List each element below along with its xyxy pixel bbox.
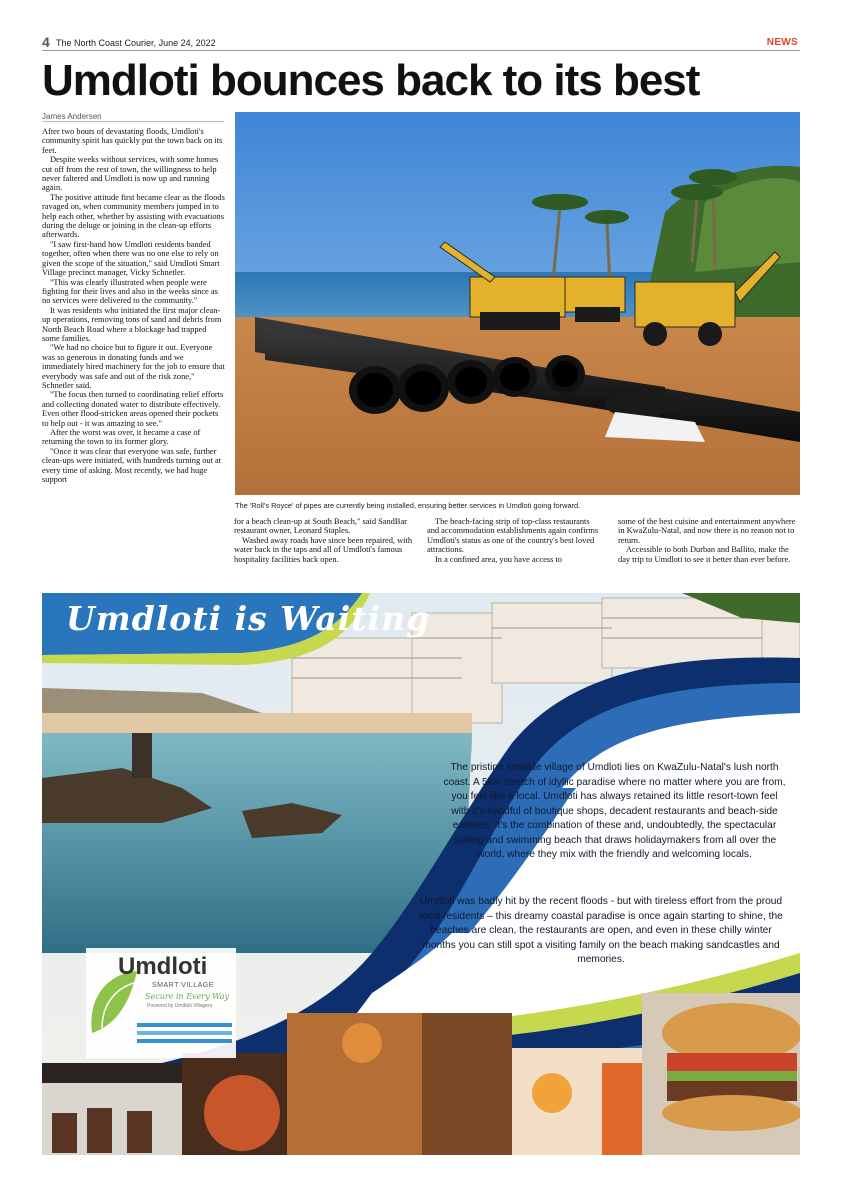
article-column-1 [42, 127, 226, 484]
paragraph: It was residents who initiated the first major clean-up operations, removing tons of sand and debris from North Beach Road where a blockage had trapped some families. [42, 305, 222, 343]
paragraph: Despite weeks without services, with some homes cut off from the rest of town, the willingness to help never faltered and Umdloti is now up and running again. [42, 155, 219, 193]
advert-background [42, 593, 800, 1155]
paragraph: Washed away roads have since been repaired, with water back in the taps and all of Umdloti's famous hospitality facilities back open. [234, 535, 413, 564]
advert-body-2: Umdloti was badly hit by the recent floods - but with tireless effort from the proud local residents – this dreamy coastal paradise is once again starting to shine, the beaches are clean, the restaurants are open, and even in these chilly winter months you can still spot a visiting family on the beach making sandcastles and memories. [419, 896, 783, 965]
publication-date: June 24, 2022 [158, 38, 216, 48]
construction-photo-art [235, 112, 800, 495]
paragraph: some of the best cuisine and entertainment anywhere in KwaZulu-Natal, and now there is no reason not to return. [618, 517, 796, 545]
publication-info [56, 38, 216, 48]
paragraph: The positive attitude first became clear as the floods ravaged on, when community members jumped in to help each other, whether by assisting with evacuations during the deluge or joining in the clean-up efforts afterwards. [42, 192, 225, 240]
paragraph: Accessible to both Durban and Ballito, make the day trip to Umdloti to see it better than ever before. [618, 545, 791, 564]
logo-subtitle: SMART VILLAGE [152, 982, 214, 989]
headline: Umdloti bounces back to its best [42, 56, 700, 105]
photo-caption: The 'Roll's Royce' of pipes are currently being installed, ensuring better services in Umdloti going forward. [235, 501, 581, 510]
paragraph: After the worst was over, it became a case of returning the town to its former glory. [42, 428, 201, 447]
paragraph: "The focus then turned to coordinating relief efforts and collecting donated water to distribute effectively. Even other flood-stricken areas opened their pockets to help out - it was amazing to see." [42, 390, 224, 428]
paragraph: for a beach clean-up at South Beach," said SandBar restaurant owner, Leonard Staples. [234, 517, 407, 536]
umdloti-advert [42, 593, 800, 1155]
byline: James Andersen [42, 112, 102, 121]
logo-tagline: Secure in Every Way [145, 992, 229, 1001]
paragraph: The beach-facing strip of top-class restaurants and accommodation establishments again confirms Umdloti's status as one of the country's best loved attractions. [427, 517, 599, 555]
header-rule [42, 50, 800, 51]
section-label: NEWS [766, 37, 798, 48]
byline-rule [42, 121, 224, 122]
paragraph: "I saw first-hand how Umdloti residents banded together, often when there was no one else to rely on given the scope of the situation," said Umdloti Smart Village precinct manager, Vicky Schnetler. [42, 239, 220, 278]
construction-photo [235, 112, 800, 495]
logo-small-print: Powered by Umdloti Villagers [147, 1003, 213, 1009]
publication-date-sep: , [153, 38, 159, 48]
page-number: 4 [42, 34, 50, 50]
article-column-4 [618, 517, 800, 564]
paragraph: "This was clearly illustrated when people were fighting for their lives and also in the weeks since as no services were delivered to the community." [42, 277, 218, 306]
article-column-2 [234, 517, 412, 564]
paragraph: After two bouts of devastating floods, Umdloti's community spirit has quickly put the town back on its feet. [42, 127, 223, 155]
paragraph: "Once it was clear that everyone was safe, further clean-ups were initiated, with hundreds turning out at every time of asking. Most recently, we had huge support [42, 446, 222, 485]
publication-name: The North Coast Courier [56, 38, 154, 48]
advert-title: Umdloti is Waiting [66, 599, 431, 638]
paragraph: In a confined area, you have access to [435, 554, 562, 564]
article-column-3 [427, 517, 602, 564]
paragraph: "We had no choice but to figure it out. Everyone was so generous in donating funds and we immediately hired machinery for the job to ensure that everybody was safe and out of the risk zone," Schnetler said. [42, 343, 225, 390]
advert-body-1: The pristine seaside village of Umdloti lies on KwaZulu-Natal's lush north coast. A 5km stretch of idyllic paradise where no matter where you are from, you feel like a local. Umdloti has always retained its little resort-town feel with it's handful of boutique shops, decadent restaurants and beach-side eateries. It's the combination of these and, undoubtedly, the spectacular surfing and swimming beach that draws holidaymakers from all over the world, where they mix with the friendly and welcoming locals. [443, 762, 786, 860]
logo-name: Umdloti [118, 953, 208, 980]
